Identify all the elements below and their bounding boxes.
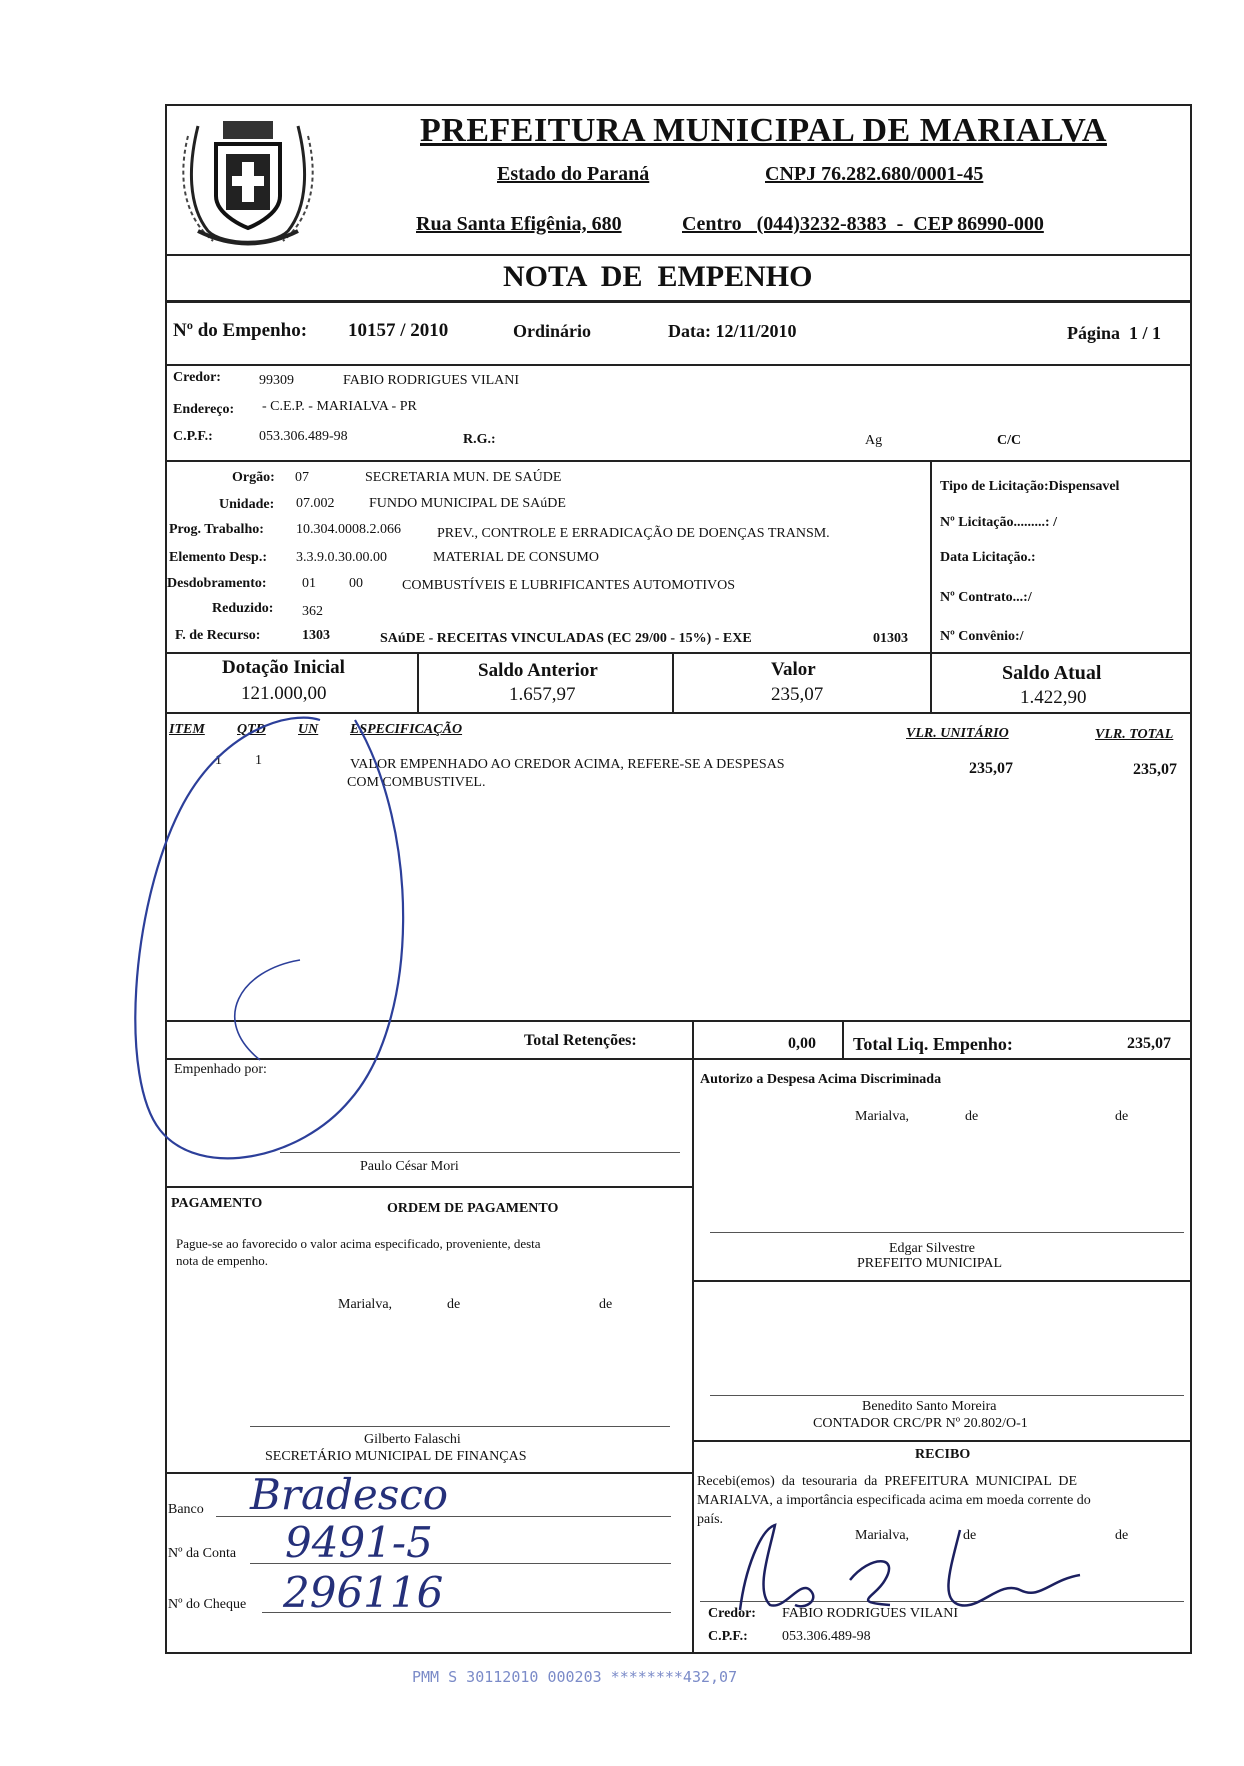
item-qtd: 1 xyxy=(255,753,262,768)
recibo-text-3: país. xyxy=(697,1512,724,1527)
recibo-credor-label: Credor: xyxy=(708,1606,756,1621)
recibo-text-2: MARIALVA, a importância especificada acima em moeda corrente do xyxy=(697,1493,1091,1508)
empenho-number: 10157 / 2010 xyxy=(348,320,449,341)
signature-line xyxy=(250,1426,670,1427)
valor-label: Valor xyxy=(771,659,816,680)
divider xyxy=(692,1020,694,1058)
mayor-name: Edgar Silvestre xyxy=(889,1241,975,1256)
recibo-place: Marialva, xyxy=(855,1528,910,1543)
handwritten-loop-signature-icon xyxy=(120,660,440,1180)
accountant-title: CONTADOR CRC/PR Nº 20.802/O-1 xyxy=(813,1416,1028,1431)
divider xyxy=(165,300,1192,303)
banco-label: Banco xyxy=(168,1502,204,1517)
elemento-value: MATERIAL DE CONSUMO xyxy=(433,550,599,565)
mayor-title: PREFEITO MUNICIPAL xyxy=(857,1256,1003,1271)
coat-of-arms-icon xyxy=(168,106,328,256)
empenho-type: Ordinário xyxy=(513,321,592,341)
divider xyxy=(165,460,1192,462)
pagamento-text-2: nota de empenho. xyxy=(176,1253,269,1268)
recibo-text-1: Recebi(emos) da tesouraria da PREFEITURA MUNICIPAL DE xyxy=(697,1474,1078,1489)
prog-label: Prog. Trabalho: xyxy=(169,522,264,537)
cnpj-label: CNPJ 76.282.680/0001-45 xyxy=(765,163,984,185)
cc-label: C/C xyxy=(997,433,1022,448)
retencoes-label: Total Retenções: xyxy=(524,1032,637,1049)
recibo-cpf-value: 053.306.489-98 xyxy=(782,1629,871,1644)
orgao-value: SECRETARIA MUN. DE SAÚDE xyxy=(365,470,562,485)
credor-name: FABIO RODRIGUES VILANI xyxy=(343,373,520,388)
orgao-code: 07 xyxy=(295,470,309,485)
prog-code: 10.304.0008.2.066 xyxy=(296,522,401,537)
licitacao-numero: Nº Licitação.........: / xyxy=(940,515,1057,530)
pagamento-de-2: de xyxy=(599,1297,613,1312)
prog-value: PREV., CONTROLE E ERRADICAÇÃO DE DOENÇAS TRANSM. xyxy=(437,526,830,541)
pagamento-place: Marialva, xyxy=(338,1297,393,1312)
page-number: Página 1 / 1 xyxy=(1067,323,1162,343)
dotacao-value: 121.000,00 xyxy=(241,683,327,704)
cheque-label: Nº do Cheque xyxy=(168,1597,247,1612)
desdobramento-label: Desdobramento: xyxy=(167,576,267,591)
cpf-value: 053.306.489-98 xyxy=(259,429,348,444)
reduzido-value: 362 xyxy=(302,604,323,619)
col-vlr-total: VLR. TOTAL xyxy=(1095,727,1174,742)
recurso-code: 1303 xyxy=(302,628,330,643)
item-total-value: 235,07 xyxy=(1133,761,1177,778)
saldo-atual-label: Saldo Atual xyxy=(1002,662,1102,684)
valor-value: 235,07 xyxy=(771,684,824,705)
document-title: NOTA DE EMPENHO xyxy=(503,260,813,293)
saldo-anterior-label: Saldo Anterior xyxy=(478,660,598,681)
municipality-title: PREFEITURA MUNICIPAL DE MARIALVA xyxy=(420,112,1107,149)
state-label: Estado do Paraná xyxy=(497,163,650,185)
pagamento-label: PAGAMENTO xyxy=(171,1196,263,1211)
desdobramento-value: COMBUSTÍVEIS E LUBRIFICANTES AUTOMOTIVOS xyxy=(402,578,736,593)
autorizo-de-1: de xyxy=(965,1109,979,1124)
recibo-cpf-label: C.P.F.: xyxy=(708,1629,748,1644)
liq-empenho-label: Total Liq. Empenho: xyxy=(853,1034,1013,1054)
reduzido-label: Reduzido: xyxy=(212,601,274,616)
recurso-label: F. de Recurso: xyxy=(175,628,261,643)
divider xyxy=(672,652,674,712)
divider xyxy=(692,1440,1192,1442)
contrato-numero: Nº Contrato...:/ xyxy=(940,590,1032,605)
secretary-name: Gilberto Falaschi xyxy=(364,1432,461,1447)
empenhado-por-label: Empenhado por: xyxy=(174,1062,267,1077)
footer-stamp: PMM S 30112010 000203 ********432,07 xyxy=(412,1668,738,1686)
item-spec-line-2: COM COMBUSTIVEL. xyxy=(347,775,486,790)
endereco-label: Endereço: xyxy=(173,402,235,417)
district-phone-cep: Centro (044)3232-8383 - CEP 86990-000 xyxy=(682,213,1044,235)
credor-label: Credor: xyxy=(173,370,221,385)
col-un: UN xyxy=(298,722,319,737)
col-especificacao: ESPECIFICAÇÃO xyxy=(350,722,463,737)
item-number: 1 xyxy=(215,753,222,768)
recurso-value: SAúDE - RECEITAS VINCULADAS (EC 29/00 - 15%) - EXE xyxy=(380,631,752,646)
unidade-label: Unidade: xyxy=(219,497,275,512)
saldo-atual-value: 1.422,90 xyxy=(1020,687,1087,708)
divider xyxy=(165,652,1192,654)
ag-label: Ag xyxy=(865,433,883,448)
banco-handwritten: Bradesco xyxy=(250,1470,449,1519)
unidade-code: 07.002 xyxy=(296,496,335,511)
conta-label: Nº da Conta xyxy=(168,1546,237,1561)
accountant-name: Benedito Santo Moreira xyxy=(862,1399,997,1414)
credor-code: 99309 xyxy=(259,373,294,388)
credor-signature-icon xyxy=(700,1510,1100,1620)
col-item: ITEM xyxy=(169,722,205,737)
col-qtd: QTD xyxy=(237,722,266,737)
item-spec-line-1: VALOR EMPENHADO AO CREDOR ACIMA, REFERE-SE A DESPESAS xyxy=(350,757,785,772)
autorizo-place: Marialva, xyxy=(855,1109,910,1124)
divider xyxy=(692,1058,694,1654)
saldo-anterior-value: 1.657,97 xyxy=(509,684,576,705)
divider xyxy=(165,1186,692,1188)
divider xyxy=(165,254,1192,256)
col-vlr-unitario: VLR. UNITÁRIO xyxy=(906,726,1009,741)
divider xyxy=(930,460,932,652)
liq-empenho-value: 235,07 xyxy=(1127,1035,1171,1052)
pagamento-de-1: de xyxy=(447,1297,461,1312)
autorizo-de-2: de xyxy=(1115,1109,1129,1124)
empenhado-por-name: Paulo César Mori xyxy=(360,1159,459,1174)
elemento-label: Elemento Desp.: xyxy=(169,550,267,565)
rg-label: R.G.: xyxy=(463,432,496,447)
licitacao-tipo: Tipo de Licitação:Dispensavel xyxy=(940,479,1120,494)
unidade-value: FUNDO MUNICIPAL DE SAúDE xyxy=(369,496,566,511)
ordem-pagamento-label: ORDEM DE PAGAMENTO xyxy=(387,1201,559,1216)
empenho-number-label: Nº do Empenho: xyxy=(173,320,308,341)
elemento-code: 3.3.9.0.30.00.00 xyxy=(296,550,387,565)
recibo-credor-name: FABIO RODRIGUES VILANI xyxy=(782,1606,959,1621)
divider xyxy=(842,1020,844,1058)
convenio-numero: Nº Convênio:/ xyxy=(940,629,1024,644)
cpf-label: C.P.F.: xyxy=(173,429,213,444)
cheque-handwritten: 296116 xyxy=(283,1568,444,1617)
orgao-label: Orgão: xyxy=(232,470,275,485)
divider xyxy=(930,652,932,712)
divider xyxy=(692,1280,1192,1282)
autorizo-label: Autorizo a Despesa Acima Discriminada xyxy=(700,1072,942,1087)
secretary-title: SECRETÁRIO MUNICIPAL DE FINANÇAS xyxy=(265,1449,527,1464)
licitacao-data: Data Licitação.: xyxy=(940,550,1036,565)
retencoes-value: 0,00 xyxy=(788,1035,816,1052)
signature-line xyxy=(710,1395,1184,1396)
desdobramento-code-2: 00 xyxy=(349,576,363,591)
pagamento-text-1: Pague-se ao favorecido o valor acima especificado, proveniente, desta xyxy=(176,1236,541,1251)
item-unit-value: 235,07 xyxy=(969,760,1013,777)
divider xyxy=(165,364,1192,366)
empenho-date: Data: 12/11/2010 xyxy=(668,321,797,341)
recibo-label: RECIBO xyxy=(915,1447,971,1462)
endereco-value: - C.E.P. - MARIALVA - PR xyxy=(262,399,417,414)
recurso-code-2: 01303 xyxy=(873,631,908,646)
conta-handwritten: 9491-5 xyxy=(285,1518,433,1567)
dotacao-label: Dotação Inicial xyxy=(222,657,345,678)
desdobramento-code: 01 xyxy=(302,576,316,591)
recibo-de-2: de xyxy=(1115,1528,1129,1543)
address-label: Rua Santa Efigênia, 680 xyxy=(416,213,622,235)
signature-line xyxy=(710,1232,1184,1233)
recibo-de-1: de xyxy=(963,1528,977,1543)
